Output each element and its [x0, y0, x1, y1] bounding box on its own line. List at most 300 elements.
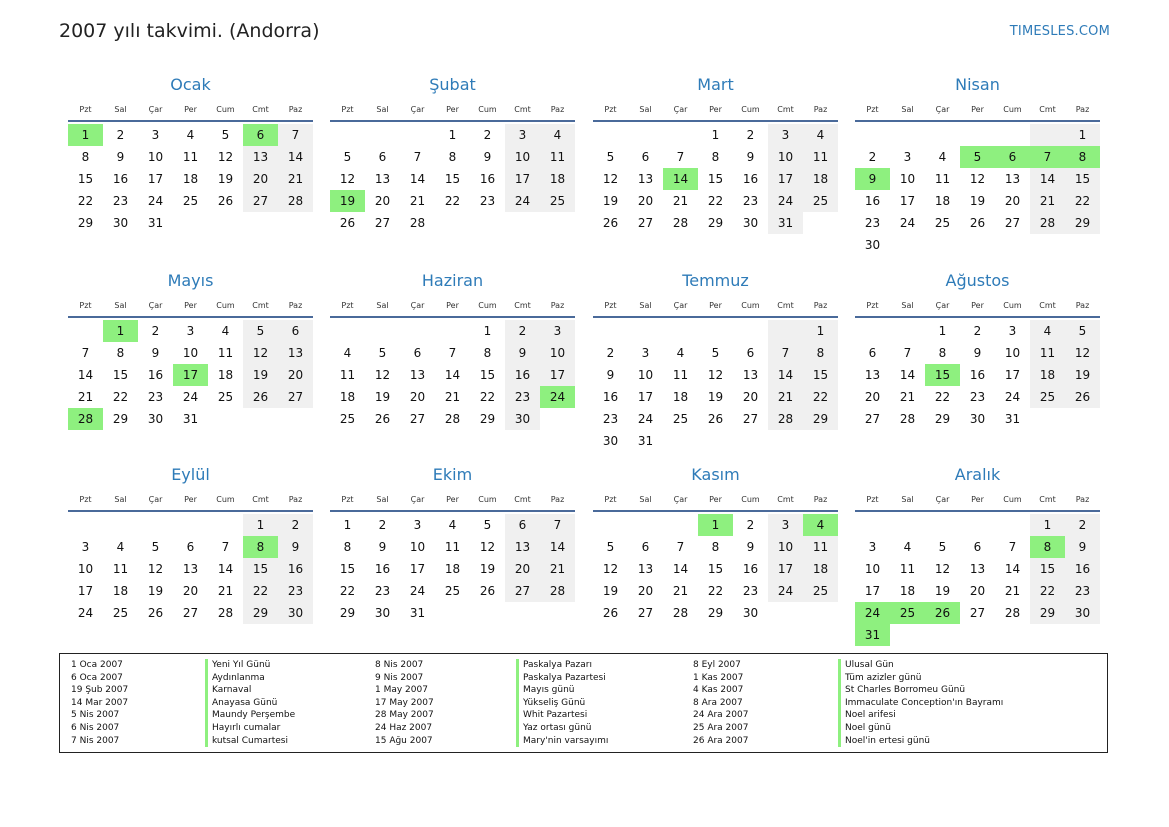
day-cell: 28: [672, 606, 689, 620]
month-name: Haziran: [421, 271, 484, 290]
day-cell: 26: [243, 386, 278, 408]
day-cell: 22: [1065, 190, 1100, 212]
day-cell: 9: [606, 368, 615, 382]
empty-cell: [400, 320, 435, 342]
weekday-label: Per: [184, 300, 197, 310]
weekday-label: Paz: [288, 494, 303, 504]
day-cell: 30: [742, 606, 759, 620]
day-cell: 30: [742, 216, 759, 230]
legend-holiday-name: Karnaval: [205, 684, 295, 697]
weekday-label: Sal: [901, 300, 914, 310]
day-cell: 18: [672, 390, 689, 404]
day-cell: 16: [505, 364, 540, 386]
day-cell: 17: [1004, 368, 1021, 382]
legend-date: 1 May 2007: [375, 685, 428, 696]
day-cell: 31: [1004, 412, 1021, 426]
day-cell: 14: [1004, 562, 1021, 576]
day-cell: 2: [278, 514, 313, 536]
day-cell: 1: [803, 320, 838, 342]
day-cell: 26: [707, 412, 724, 426]
site-link[interactable]: TIMESLES.COM: [1009, 24, 1110, 39]
day-cell: 10: [768, 536, 803, 558]
day-cell: 19: [602, 194, 619, 208]
day-cell: 16: [374, 562, 391, 576]
legend-date: 24 Haz 2007: [375, 722, 433, 733]
day-cell: 9: [278, 536, 313, 558]
day-cell: 30: [278, 602, 313, 624]
day-cell: 23: [147, 390, 164, 404]
day-grid: [330, 124, 575, 234]
day-cell: 2: [505, 320, 540, 342]
day-cell: 5: [243, 320, 278, 342]
day-cell: 20: [278, 364, 313, 386]
day-cell: 12: [602, 172, 619, 186]
day-cell: 18: [112, 584, 129, 598]
day-cell: 13: [243, 146, 278, 168]
day-cell: 26: [479, 584, 496, 598]
day-cell: 2: [868, 150, 877, 164]
weekday-label: Cmt: [514, 494, 531, 504]
weekday-label: Sal: [376, 104, 389, 114]
day-cell: 25: [672, 412, 689, 426]
month-name: Eylül: [171, 465, 210, 484]
day-cell: 9: [746, 540, 755, 554]
day-cell: 11: [540, 146, 575, 168]
empty-cell: [663, 124, 698, 146]
weekday-label: Cmt: [514, 104, 531, 114]
month-name: Ağustos: [945, 271, 1010, 290]
day-cell: 13: [505, 536, 540, 558]
day-grid: [330, 514, 575, 624]
day-cell: 6: [746, 346, 755, 360]
day-cell: 20: [182, 584, 199, 598]
day-cell: 13: [374, 172, 391, 186]
weekday-label: Per: [971, 300, 984, 310]
weekday-label: Çar: [148, 300, 163, 310]
legend-holiday-name: Maundy Perşembe: [205, 709, 295, 722]
weekday-header: [593, 488, 838, 512]
day-cell: 3: [151, 128, 160, 142]
legend-date: 8 Nis 2007: [375, 660, 424, 670]
empty-cell: [68, 320, 103, 342]
day-cell: 23: [742, 584, 759, 598]
legend-date: 19 Şub 2007: [71, 685, 129, 696]
empty-cell: [365, 124, 400, 146]
day-grid: [855, 124, 1100, 256]
day-cell: 28: [217, 606, 234, 620]
day-cell: 7: [278, 124, 313, 146]
day-cell: 22: [1030, 580, 1065, 602]
day-cell: 10: [637, 368, 654, 382]
empty-cell: [1030, 124, 1065, 146]
empty-cell: [995, 124, 1030, 146]
weekday-label: Sal: [376, 300, 389, 310]
weekday-label: Paz: [1075, 104, 1090, 114]
empty-cell: [890, 124, 925, 146]
empty-cell: [925, 124, 960, 146]
day-cell: 29: [1065, 212, 1100, 234]
day-cell: 23: [969, 390, 986, 404]
weekday-label: Per: [709, 104, 722, 114]
day-cell: 11: [1030, 342, 1065, 364]
day-cell: 17: [637, 390, 654, 404]
day-cell: 30: [864, 238, 881, 252]
day-cell: 2: [606, 346, 615, 360]
day-cell: 6: [505, 514, 540, 536]
day-cell: 20: [505, 558, 540, 580]
legend-date: 26 Ara 2007: [693, 735, 749, 746]
month-name: Şubat: [429, 75, 476, 94]
day-cell: 9: [151, 346, 160, 360]
day-cell: 5: [938, 540, 947, 554]
weekday-label: Per: [709, 300, 722, 310]
holiday-day-cell: 25: [890, 602, 925, 624]
weekday-label: Pzt: [79, 494, 92, 504]
day-cell: 11: [803, 146, 838, 168]
day-cell: 11: [934, 172, 951, 186]
empty-cell: [960, 514, 995, 536]
day-grid: [68, 320, 313, 430]
weekday-header: [68, 294, 313, 318]
legend-holiday-name: Yaz ortası günü: [516, 722, 608, 735]
day-cell: 7: [448, 346, 457, 360]
weekday-label: Pzt: [866, 104, 879, 114]
legend-holiday-name: Yükseliş Günü: [516, 697, 608, 710]
day-cell: 10: [409, 540, 426, 554]
day-cell: 4: [448, 518, 457, 532]
day-cell: 15: [707, 172, 724, 186]
day-cell: 10: [147, 150, 164, 164]
day-cell: 30: [505, 408, 540, 430]
day-cell: 28: [409, 216, 426, 230]
day-cell: 26: [969, 216, 986, 230]
day-cell: 12: [217, 150, 234, 164]
day-cell: 3: [413, 518, 422, 532]
holiday-day-cell: 19: [330, 190, 365, 212]
legend-dates-3: [693, 659, 748, 747]
day-cell: 3: [903, 150, 912, 164]
day-cell: 5: [343, 150, 352, 164]
weekday-label: Sal: [639, 104, 652, 114]
holiday-day-cell: 1: [698, 514, 733, 536]
day-cell: 12: [147, 562, 164, 576]
day-cell: 11: [672, 368, 689, 382]
day-cell: 25: [803, 190, 838, 212]
day-cell: 21: [672, 584, 689, 598]
day-cell: 2: [483, 128, 492, 142]
day-cell: 20: [969, 584, 986, 598]
day-cell: 18: [934, 194, 951, 208]
day-cell: 5: [378, 346, 387, 360]
day-cell: 14: [1030, 168, 1065, 190]
day-cell: 9: [973, 346, 982, 360]
weekday-label: Paz: [288, 300, 303, 310]
day-cell: 28: [899, 412, 916, 426]
day-cell: 3: [1008, 324, 1017, 338]
day-cell: 30: [1065, 602, 1100, 624]
holiday-day-cell: 8: [243, 536, 278, 558]
day-cell: 29: [243, 602, 278, 624]
month-block: [330, 72, 575, 234]
weekday-label: Cmt: [777, 104, 794, 114]
day-cell: 15: [112, 368, 129, 382]
day-cell: 5: [1065, 320, 1100, 342]
day-cell: 12: [479, 540, 496, 554]
day-cell: 7: [1008, 540, 1017, 554]
legend-names-1: [205, 659, 295, 747]
day-cell: 13: [864, 368, 881, 382]
day-cell: 22: [707, 194, 724, 208]
day-cell: 18: [803, 558, 838, 580]
day-cell: 8: [711, 150, 720, 164]
legend-holiday-name: Noel arifesi: [838, 709, 1003, 722]
weekday-header: [330, 98, 575, 122]
day-cell: 21: [1030, 190, 1065, 212]
day-cell: 1: [1030, 514, 1065, 536]
day-cell: 3: [186, 324, 195, 338]
day-cell: 22: [479, 390, 496, 404]
month-name: Nisan: [955, 75, 1000, 94]
empty-cell: [628, 124, 663, 146]
legend-date: 28 May 2007: [375, 710, 434, 721]
day-cell: 26: [147, 606, 164, 620]
day-cell: 4: [803, 124, 838, 146]
day-cell: 14: [217, 562, 234, 576]
day-cell: 11: [803, 536, 838, 558]
day-cell: 21: [1004, 584, 1021, 598]
month-block: [593, 268, 838, 452]
day-cell: 15: [1030, 558, 1065, 580]
empty-cell: [995, 514, 1030, 536]
day-cell: 29: [77, 216, 94, 230]
day-cell: 30: [969, 412, 986, 426]
day-cell: 18: [803, 168, 838, 190]
day-cell: 22: [112, 390, 129, 404]
day-cell: 17: [899, 194, 916, 208]
holiday-day-cell: 24: [540, 386, 575, 408]
month-name: Temmuz: [682, 271, 749, 290]
day-cell: 26: [602, 606, 619, 620]
weekday-label: Cum: [478, 104, 497, 114]
legend-date: 1 Kas 2007: [693, 672, 744, 683]
day-cell: 10: [864, 562, 881, 576]
empty-cell: [628, 514, 663, 536]
day-cell: 8: [483, 346, 492, 360]
day-cell: 2: [1065, 514, 1100, 536]
holiday-day-cell: 6: [995, 146, 1030, 168]
weekday-header: [330, 488, 575, 512]
day-cell: 22: [339, 584, 356, 598]
day-cell: 8: [343, 540, 352, 554]
day-cell: 6: [641, 150, 650, 164]
day-cell: 26: [374, 412, 391, 426]
day-cell: 22: [803, 386, 838, 408]
day-cell: 10: [1004, 346, 1021, 360]
day-cell: 11: [112, 562, 129, 576]
weekday-label: Çar: [935, 494, 950, 504]
day-cell: 10: [182, 346, 199, 360]
month-name: Ekim: [432, 465, 473, 484]
legend-holiday-name: Ulusal Gün: [838, 659, 1003, 672]
day-cell: 10: [540, 342, 575, 364]
day-cell: 30: [147, 412, 164, 426]
holiday-day-cell: 9: [855, 168, 890, 190]
weekday-label: Sal: [114, 494, 127, 504]
weekday-header: [855, 98, 1100, 122]
day-cell: 19: [147, 584, 164, 598]
day-cell: 25: [803, 580, 838, 602]
weekday-label: Pzt: [604, 494, 617, 504]
day-cell: 2: [746, 518, 755, 532]
day-cell: 20: [243, 168, 278, 190]
day-cell: 24: [77, 606, 94, 620]
day-cell: 22: [243, 580, 278, 602]
day-cell: 3: [768, 514, 803, 536]
day-cell: 23: [864, 216, 881, 230]
weekday-label: Cum: [741, 300, 760, 310]
empty-cell: [68, 514, 103, 536]
legend-date: 24 Ara 2007: [693, 710, 749, 721]
day-cell: 11: [217, 346, 234, 360]
day-cell: 7: [540, 514, 575, 536]
day-cell: 1: [483, 324, 492, 338]
day-cell: 23: [505, 386, 540, 408]
day-cell: 2: [746, 128, 755, 142]
legend-date: 14 Mar 2007: [71, 697, 129, 708]
day-cell: 28: [1030, 212, 1065, 234]
empty-cell: [103, 514, 138, 536]
legend-holiday-name: Mayıs günü: [516, 684, 608, 697]
day-cell: 15: [444, 172, 461, 186]
day-cell: 8: [116, 346, 125, 360]
day-cell: 27: [182, 606, 199, 620]
day-cell: 15: [803, 364, 838, 386]
weekday-label: Per: [446, 104, 459, 114]
day-cell: 13: [182, 562, 199, 576]
weekday-label: Cmt: [777, 494, 794, 504]
day-cell: 6: [378, 150, 387, 164]
empty-cell: [593, 124, 628, 146]
holiday-legend: [59, 653, 1108, 753]
day-cell: 24: [1004, 390, 1021, 404]
weekday-label: Çar: [673, 494, 688, 504]
weekday-label: Paz: [813, 104, 828, 114]
day-cell: 17: [147, 172, 164, 186]
day-cell: 4: [221, 324, 230, 338]
weekday-label: Per: [184, 494, 197, 504]
holiday-day-cell: 1: [103, 320, 138, 342]
weekday-label: Pzt: [79, 300, 92, 310]
day-cell: 2: [973, 324, 982, 338]
day-cell: 27: [637, 606, 654, 620]
day-cell: 21: [540, 558, 575, 580]
day-cell: 8: [803, 342, 838, 364]
day-cell: 20: [864, 390, 881, 404]
weekday-header: [593, 294, 838, 318]
legend-date: 5 Nis 2007: [71, 710, 120, 721]
day-cell: 4: [676, 346, 685, 360]
weekday-label: Pzt: [866, 494, 879, 504]
day-cell: 12: [339, 172, 356, 186]
empty-cell: [890, 514, 925, 536]
day-cell: 3: [768, 124, 803, 146]
weekday-header: [855, 488, 1100, 512]
month-block: [68, 72, 313, 234]
day-cell: 21: [672, 194, 689, 208]
holiday-day-cell: 7: [1030, 146, 1065, 168]
weekday-label: Cmt: [777, 300, 794, 310]
day-cell: 24: [505, 190, 540, 212]
legend-date: 15 Ağu 2007: [375, 735, 433, 746]
weekday-label: Çar: [935, 104, 950, 114]
day-cell: 1: [343, 518, 352, 532]
empty-cell: [400, 124, 435, 146]
empty-cell: [138, 514, 173, 536]
day-cell: 14: [444, 368, 461, 382]
weekday-label: Cum: [741, 104, 760, 114]
day-cell: 25: [217, 390, 234, 404]
empty-cell: [330, 124, 365, 146]
day-cell: 8: [938, 346, 947, 360]
day-cell: 6: [278, 320, 313, 342]
day-cell: 16: [742, 172, 759, 186]
month-block: [593, 72, 838, 234]
weekday-header: [330, 294, 575, 318]
day-grid: [593, 124, 838, 234]
day-cell: 1: [1065, 124, 1100, 146]
day-cell: 13: [637, 562, 654, 576]
month-name: Ocak: [170, 75, 211, 94]
legend-holiday-name: Paskalya Pazarı: [516, 659, 608, 672]
day-cell: 28: [278, 190, 313, 212]
weekday-label: Cum: [1003, 104, 1022, 114]
weekday-label: Pzt: [79, 104, 92, 114]
day-cell: 7: [221, 540, 230, 554]
day-cell: 27: [505, 580, 540, 602]
day-cell: 18: [899, 584, 916, 598]
day-cell: 4: [343, 346, 352, 360]
empty-cell: [663, 514, 698, 536]
day-cell: 10: [77, 562, 94, 576]
holiday-day-cell: 1: [68, 124, 103, 146]
weekday-label: Cum: [1003, 300, 1022, 310]
weekday-label: Sal: [901, 494, 914, 504]
weekday-header: [68, 488, 313, 512]
day-cell: 10: [505, 146, 540, 168]
day-cell: 19: [243, 364, 278, 386]
day-cell: 2: [116, 128, 125, 142]
month-name: Kasım: [691, 465, 740, 484]
day-cell: 26: [1065, 386, 1100, 408]
day-cell: 13: [278, 342, 313, 364]
weekday-label: Çar: [148, 494, 163, 504]
day-cell: 4: [1030, 320, 1065, 342]
weekday-label: Paz: [813, 494, 828, 504]
weekday-label: Paz: [288, 104, 303, 114]
legend-holiday-name: Immaculate Conception'ın Bayramı: [838, 697, 1003, 710]
weekday-label: Paz: [1075, 494, 1090, 504]
legend-holiday-name: Whit Pazartesi: [516, 709, 608, 722]
holiday-day-cell: 4: [803, 514, 838, 536]
day-cell: 27: [374, 216, 391, 230]
day-grid: [593, 514, 838, 624]
day-cell: 20: [409, 390, 426, 404]
day-cell: 18: [1030, 364, 1065, 386]
day-cell: 6: [186, 540, 195, 554]
day-cell: 16: [112, 172, 129, 186]
empty-cell: [855, 124, 890, 146]
empty-cell: [855, 514, 890, 536]
